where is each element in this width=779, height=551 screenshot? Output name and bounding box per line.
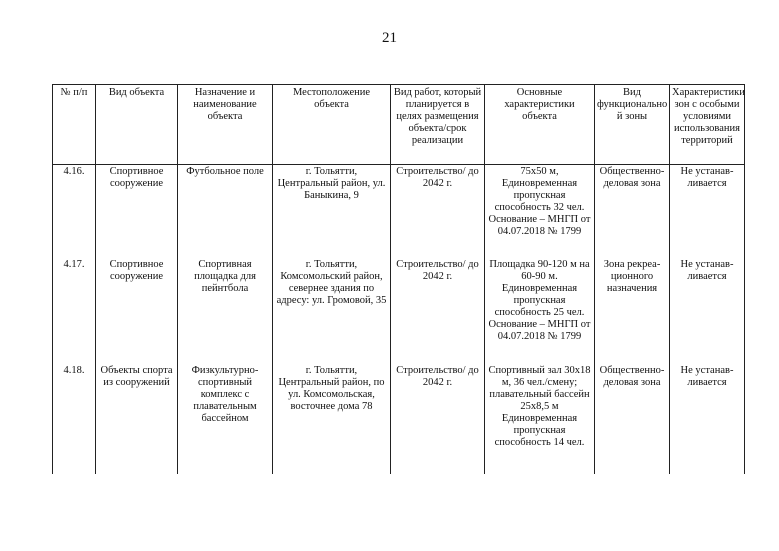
page-number: 21 [382,30,397,46]
row-characteristics: Площадка 90-120 м на 60-90 м. Единовременная пропускная способность 25 чел. Основание – МНГП от 04.07.2018 № 1799 [485,258,595,364]
header-special-zones: Характеристики зон с особыми условиями использования территорий [670,85,745,165]
row-location: г. Тольятти, Центральный район, ул. Баныкина, 9 [273,165,391,258]
row-location: г. Тольятти, Центральный район, по ул. Комсомольская, восточнее дома 78 [273,364,391,474]
row-location: г. Тольятти, Комсомольский район, севернее здания по адресу: ул. Громовой, 35 [273,258,391,364]
row-zone: Общественно-деловая зона [595,364,670,474]
table-row [53,364,745,474]
row-object-type: Спортивное сооружение [96,258,178,364]
table-row [53,258,745,364]
row-special-zones: Не устанав-ливается [670,258,745,364]
row-special-zones: Не устанав-ливается [670,364,745,474]
row-zone: Зона рекреа-ционного назначения [595,258,670,364]
row-purpose: Физкультурно-спортивный комплекс с плавательным бассейном [178,364,273,474]
row-purpose: Футбольное поле [178,165,273,258]
row-characteristics: Спортивный зал 30x18 м, 36 чел./смену; плавательный бассейн 25x8,5 м Единовременная пропускная способность 14 чел. [485,364,595,474]
header-object-type: Вид объекта [96,85,178,165]
header-zone: Вид функционально й зоны [595,85,670,165]
row-number: 4.18. [53,364,96,474]
row-number: 4.16. [53,165,96,258]
row-purpose: Спортивная площадка для пейнтбола [178,258,273,364]
header-purpose: Назначение и наименование объекта [178,85,273,165]
header-number: № п/п [53,85,96,165]
header-location: Местоположение объекта [273,85,391,165]
table-row [53,165,745,258]
row-special-zones: Не устанав-ливается [670,165,745,258]
row-object-type: Объекты спорта из сооружений [96,364,178,474]
row-works: Строительство/ до 2042 г. [391,364,485,474]
row-characteristics: 75x50 м, Единовременная пропускная способность 32 чел. Основание – МНГП от 04.07.2018 № 1799 [485,165,595,258]
row-object-type: Спортивное сооружение [96,165,178,258]
row-zone: Общественно-деловая зона [595,165,670,258]
table-header-row [53,85,745,165]
header-characteristics: Основные характеристики объекта [485,85,595,165]
row-works: Строительство/ до 2042 г. [391,258,485,364]
header-works: Вид работ, который планируется в целях размещения объекта/срок реализации [391,85,485,165]
row-works: Строительство/ до 2042 г. [391,165,485,258]
row-number: 4.17. [53,258,96,364]
objects-table [52,84,745,474]
